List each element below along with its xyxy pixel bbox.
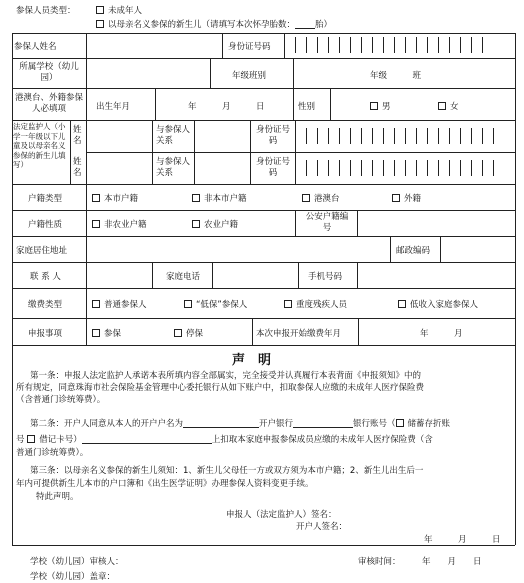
review-time-label: 审核时间： xyxy=(358,557,401,567)
apply-item-label: 申报事项 xyxy=(28,329,63,339)
payment-lowincome-option[interactable]: 低收入家庭参保人 xyxy=(398,298,478,310)
guardian2-id-grid[interactable] xyxy=(295,160,494,176)
hukou-local-option[interactable]: 本市户籍 xyxy=(92,192,138,204)
declaration-clause1-line3: （含普通门诊统筹费）。 xyxy=(16,395,106,405)
home-phone-field[interactable] xyxy=(214,264,296,286)
address-field[interactable] xyxy=(88,238,388,260)
passbook-checkbox[interactable] xyxy=(396,419,404,427)
contact-person-field[interactable] xyxy=(88,264,150,286)
guardian2-relation-field[interactable] xyxy=(196,154,248,182)
birth-date-field[interactable]: 年 月 日 xyxy=(188,102,265,112)
postcode-label: 邮政编码 xyxy=(396,246,431,256)
apply-enroll-option[interactable]: 参保 xyxy=(92,327,121,339)
declaration-clause3-line2: 年内可提供新生儿本市的户口簿和《出生医学证明》办理参保人资料变更手续。 xyxy=(16,479,314,489)
account-name-field[interactable] xyxy=(183,418,259,428)
declaration-closing: 特此声明。 xyxy=(36,492,79,502)
declaration-clause1-line1: 第一条：申报人法定监护人承诺本表所填内容全部属实，完全接受并认真履行本表背面《申报须知》中的 xyxy=(30,371,422,381)
hukou-foreign-checkbox[interactable] xyxy=(392,194,400,202)
applicant-signature-field[interactable] xyxy=(332,508,442,518)
police-hukou-field[interactable] xyxy=(359,212,513,234)
start-month-label: 本次申报开始缴费年月 xyxy=(256,329,342,339)
payment-disabled-option[interactable]: 重度残疾人员 xyxy=(284,298,347,310)
hk-foreign-label: 港澳台、外籍参保人必填项 xyxy=(14,93,83,114)
school-reviewer-label: 学校（幼儿园）审核人： xyxy=(30,557,124,567)
payment-type-label: 缴费类型 xyxy=(28,300,63,310)
account-holder-signature-label: 开户人签名： xyxy=(296,522,348,532)
grade-class-label: 年级班别 xyxy=(232,71,267,81)
declaration-date-field[interactable]: 年 月 日 xyxy=(424,535,501,545)
declaration-clause1-line2: 所有规定，同意珠海市社会保险基金管理中心委托银行从如下账户中，扣取参保人应缴的未成年人医疗保险费 xyxy=(16,383,425,393)
option-newborn[interactable]: 以母亲名义参保的新生儿（请填写本次怀孕胎数： 胎） xyxy=(96,18,332,30)
pregnancy-count-field[interactable] xyxy=(295,19,315,29)
account-holder-signature-field[interactable] xyxy=(356,520,466,530)
school-seal-label: 学校（幼儿园）盖章： xyxy=(30,572,116,582)
debit-card-checkbox[interactable] xyxy=(27,435,35,443)
guardian2-name-field[interactable] xyxy=(88,154,150,182)
review-date-field[interactable]: 年 月 日 xyxy=(422,557,482,567)
newborn-checkbox[interactable] xyxy=(96,20,104,28)
guardian1-name-field[interactable] xyxy=(88,122,150,150)
payment-lowincome-checkbox[interactable] xyxy=(398,300,406,308)
insured-name-field[interactable] xyxy=(88,35,220,56)
guardian2-id-label: 身份证号码 xyxy=(255,157,290,178)
hukou-hkmt-checkbox[interactable] xyxy=(302,194,310,202)
id-number-label: 身份证号码 xyxy=(228,42,271,52)
declaration-title: 声 明 xyxy=(232,353,272,368)
hukou-nonlocal-checkbox[interactable] xyxy=(192,194,200,202)
declaration-clause3-line1: 第三条：以母亲名义参保的新生儿须知：1、新生儿父母任一方或双方须为本市户籍；2、新生儿出生后一 xyxy=(30,466,424,476)
declaration-clause2-line2: 号 借记卡号） 上扣取本家庭申报参保成员应缴的未成年人医疗保险费（含 xyxy=(16,435,433,445)
bank-field[interactable] xyxy=(293,418,353,428)
postcode-field[interactable] xyxy=(442,238,513,260)
guardian-label: 法定监护人（小学一年级以下儿童及以母亲名义参保的新生儿填写） xyxy=(13,122,66,169)
guardian1-id-grid[interactable] xyxy=(295,128,494,144)
gender-label: 性别 xyxy=(298,102,316,112)
hukou-foreign-option[interactable]: 外籍 xyxy=(392,192,421,204)
account-number-field[interactable] xyxy=(82,434,212,444)
contact-person-label: 联 系 人 xyxy=(30,272,61,282)
insured-name-label: 参保人姓名 xyxy=(14,42,57,52)
applicant-type-label: 参保人员类型： xyxy=(16,6,76,16)
guardian1-relation-label: 与参保人关系 xyxy=(156,125,191,146)
guardian2-name-label: 姓名 xyxy=(73,157,82,178)
minor-checkbox[interactable] xyxy=(96,6,104,14)
applicant-signature-label: 申报人（法定监护人）签名： xyxy=(226,510,337,520)
grade-class-field[interactable]: 年级 班 xyxy=(370,71,422,81)
school-label: 所属学校（幼儿园） xyxy=(19,62,79,83)
payment-regular-checkbox[interactable] xyxy=(92,300,100,308)
non-agri-option[interactable]: 非农业户籍 xyxy=(92,218,147,230)
female-checkbox[interactable] xyxy=(438,102,446,110)
declaration-clause2-line1: 第二条：开户人同意从本人的开户户名为 开户银行 银行账号（ 储蓄存折账 xyxy=(30,419,451,429)
birth-date-label: 出生年月 xyxy=(96,102,131,112)
declaration-clause2-line3: 普通门诊统筹费）。 xyxy=(16,448,89,458)
address-label: 家庭居住地址 xyxy=(16,246,68,256)
agri-checkbox[interactable] xyxy=(192,220,200,228)
agri-option[interactable]: 农业户籍 xyxy=(192,218,238,230)
gender-female-option[interactable]: 女 xyxy=(438,100,459,112)
apply-stop-option[interactable]: 停保 xyxy=(174,327,203,339)
home-phone-label: 家庭电话 xyxy=(166,272,201,282)
id-number-grid[interactable] xyxy=(284,37,483,53)
hukou-nonlocal-option[interactable]: 非本市户籍 xyxy=(192,192,247,204)
payment-dibao-option[interactable]: “低保”参保人 xyxy=(184,298,247,310)
hukou-nature-label: 户籍性质 xyxy=(28,220,63,230)
guardian1-relation-field[interactable] xyxy=(196,122,248,150)
guardian1-id-label: 身份证号码 xyxy=(255,125,290,146)
guardian2-relation-label: 与参保人关系 xyxy=(156,157,191,178)
start-month-field[interactable]: 年 月 xyxy=(420,329,463,339)
payment-dibao-checkbox[interactable] xyxy=(184,300,192,308)
guardian1-name-label: 姓名 xyxy=(73,125,82,146)
payment-regular-option[interactable]: 普通参保人 xyxy=(92,298,147,310)
payment-disabled-checkbox[interactable] xyxy=(284,300,292,308)
male-checkbox[interactable] xyxy=(370,102,378,110)
non-agri-checkbox[interactable] xyxy=(92,220,100,228)
gender-male-option[interactable]: 男 xyxy=(370,100,391,112)
mobile-field[interactable] xyxy=(359,264,513,286)
hukou-type-label: 户籍类型 xyxy=(28,194,63,204)
option-minor[interactable]: 未成年人 xyxy=(96,4,142,16)
hukou-local-checkbox[interactable] xyxy=(92,194,100,202)
police-hukou-label: 公安户籍编 号 xyxy=(305,212,357,233)
mobile-label: 手机号码 xyxy=(308,272,343,282)
hukou-hkmt-option[interactable]: 港澳台 xyxy=(302,192,340,204)
school-field[interactable] xyxy=(88,60,208,86)
apply-enroll-checkbox[interactable] xyxy=(92,329,100,337)
apply-stop-checkbox[interactable] xyxy=(174,329,182,337)
